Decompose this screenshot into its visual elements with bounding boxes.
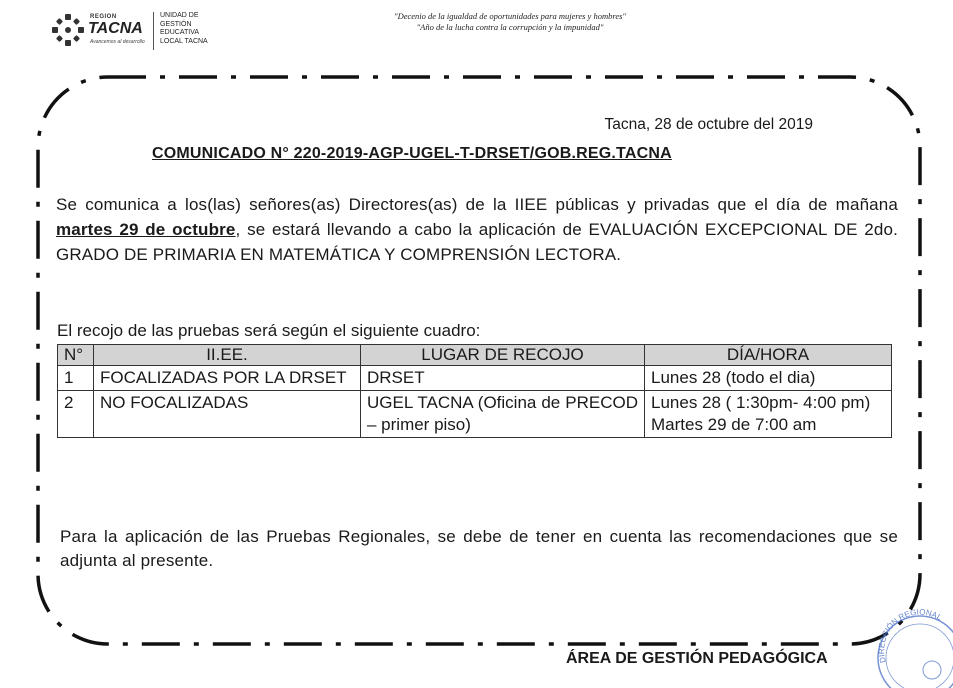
svg-text:DIRECCIÓN REGIONAL	[877, 608, 944, 664]
main-paragraph	[56, 192, 898, 267]
logo-slogan: Avancemos al desarrollo	[90, 39, 145, 45]
communique-title: COMUNICADO N° 220-2019-AGP-UGEL-T-DRSET/GOB.REG.TACNA	[152, 145, 672, 162]
unit-line: GESTIÓN	[160, 20, 192, 28]
highlight-date: martes 29 de octubre	[56, 220, 236, 239]
col-header: N°	[58, 345, 94, 366]
table-row	[58, 391, 892, 438]
cell-iiee: NO FOCALIZADAS	[94, 391, 361, 438]
cell-lugar: UGEL TACNA (Oficina de PRECOD – primer piso)	[361, 391, 645, 438]
cell-dia-line: Martes 29 de 7:00 am	[651, 415, 817, 434]
cell-lugar: DRSET	[361, 366, 645, 391]
col-header: II.EE.	[94, 345, 361, 366]
unit-line: LOCAL TACNA	[160, 37, 208, 45]
para-text: , se estará llevando a cabo la aplicación de EVALUACIÓN EXCEPCIONAL DE 2do. GRADO DE PRIMARIA EN MATEMÁTICA Y COMPRENSIÓN LECTORA.	[56, 220, 898, 264]
closing-paragraph: Para la aplicación de las Pruebas Regionales, se debe de tener en cuenta las recomendaciones que se adjunta al presente.	[60, 527, 898, 570]
cell-iiee: FOCALIZADAS POR LA DRSET	[94, 366, 361, 391]
unit-line: EDUCATIVA	[160, 29, 200, 36]
cell-dia-line: Lunes 28 ( 1:30pm- 4:00 pm)	[651, 393, 871, 412]
cell-number: 1	[58, 366, 94, 391]
cell-dia-line: Lunes 28 (todo el dia)	[651, 368, 816, 387]
logo-tacna-text: TACNA	[88, 20, 143, 37]
document-date: Tacna, 28 de octubre del 2019	[604, 116, 813, 133]
table-intro: El recojo de las pruebas será según el siguiente cuadro:	[57, 321, 481, 340]
unit-line: UNIDAD DE	[160, 12, 199, 19]
para-text: Se comunica a los(las) señores(as) Directores(as) de la IIEE públicas y privadas que el día de mañana	[56, 195, 898, 214]
cell-number: 2	[58, 391, 94, 438]
schedule-table	[57, 344, 892, 438]
official-stamp-icon	[872, 600, 953, 688]
cell-dia	[645, 391, 892, 438]
table-row	[58, 366, 892, 391]
col-header: DÍA/HORA	[645, 345, 892, 366]
motto-year: "Año de la lucha contra la corrupción y la impunidad"	[416, 22, 604, 32]
motto-decade: "Decenio de la igualdad de oportunidades para mujeres y hombres"	[394, 11, 626, 21]
cell-dia	[645, 366, 892, 391]
table-header-row	[58, 345, 892, 366]
logo-region-text: REGION	[90, 14, 117, 20]
stamp-text: DIRECCIÓN REGIONAL	[877, 607, 944, 664]
signature-area: ÁREA DE GESTIÓN PEDAGÓGICA	[566, 650, 828, 667]
col-header: LUGAR DE RECOJO	[361, 345, 645, 366]
